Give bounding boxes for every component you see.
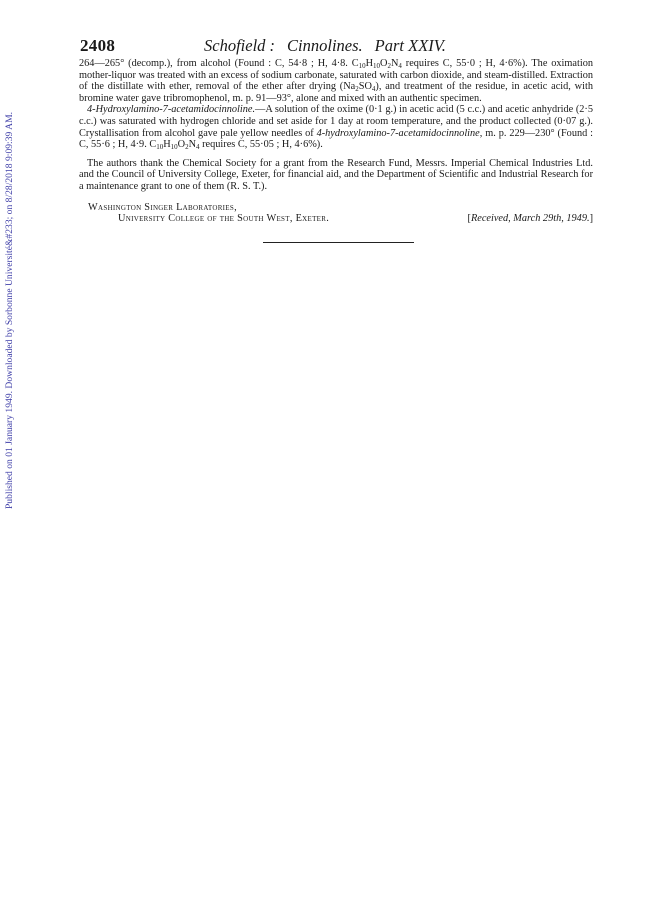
text-run: 264—265° (decomp.), from alcohol (Found : C, 54·8 ; H, 4·8. C <box>79 58 359 69</box>
running-title-author: Schofield : <box>204 36 276 55</box>
text-run: H <box>163 139 171 151</box>
affiliation-row <box>79 213 593 225</box>
running-title <box>204 36 446 56</box>
journal-page <box>79 36 593 243</box>
text-run: m. p. 229—230° (Found : C, 55·6 ; H, 4·9. C <box>79 127 594 151</box>
received-text: Received, March 29th, 1949. <box>470 213 590 225</box>
acknowledgements: The authors thank the Chemical Society for a grant from the Research Fund, Messrs. Imperial Chemical Industries Ltd. and the Council of University College, Exeter, for financial aid, and the Department of Scientific and Industrial Research for a maintenance grant to one of them (R. S. T.). <box>79 157 593 192</box>
text-run: O <box>177 139 186 151</box>
running-title-part: Part XXIV. <box>374 36 446 55</box>
subscript: 2 <box>185 143 189 152</box>
text-run: O <box>380 58 388 69</box>
text-run: N <box>188 139 197 151</box>
subscript: 4 <box>371 85 376 94</box>
section-heading: 4-Hydroxylamino-7-acetamidocinnoline. <box>87 104 256 116</box>
running-title-series: Cinnolines. <box>287 36 363 55</box>
subscript: 2 <box>355 85 359 94</box>
subscript: 10 <box>373 62 381 70</box>
text-run: ), and treatment of the residue, in acetic acid, with bromine water gave tribromophenol, m. p. 91—93°, alone and mixed with an authentic specimen. <box>79 81 593 104</box>
text-run: requires C, 55·0 ; H, 4·6%). The oximation mother-liquor was treated with an excess of sodium carbonate, saturated with carbon dioxide, and steam-distilled. Extraction of the distillate with ether, removal of the ether after drying (Na <box>79 58 593 93</box>
download-notice-text: Published on 01 January 1949. Downloaded by Sorbonne Université&#233; on 8/28/2018 9:09:39 AM. <box>4 111 16 509</box>
received-date <box>468 213 593 225</box>
subscript: 4 <box>196 143 200 152</box>
affiliation-lab: Washington Singer Laboratories, <box>88 201 237 213</box>
page-header <box>79 36 593 58</box>
end-rule <box>263 242 414 243</box>
paragraph-continued <box>79 58 593 104</box>
subscript: 10 <box>156 143 164 152</box>
text-run: N <box>390 58 399 69</box>
subscript: 10 <box>358 62 366 70</box>
affiliation <box>79 202 593 225</box>
text-run: H <box>365 58 374 69</box>
subscript: 2 <box>387 62 391 70</box>
subscript: 10 <box>170 143 178 152</box>
bracket-open: [ <box>467 213 471 225</box>
text-run: requires C, 55·05 ; H, 4·6%). <box>199 139 323 151</box>
page-number: 2408 <box>80 36 116 55</box>
compound-name: 4-hydroxylamino-7-acetamidocinnoline, <box>316 127 483 139</box>
bracket-close: ] <box>589 213 593 225</box>
affiliation-college: University College of the South West, Exeter. <box>118 213 330 225</box>
download-notice <box>0 0 20 620</box>
text-run: SO <box>358 81 372 93</box>
text-run: —A solution of the oxime (0·1 g.) in acetic acid (5 c.c.) and acetic anhydride (2·5 c.c.) was saturated with hydrogen chloride and set aside for 1 day at room temperature, and the product collected (0·07 g.). Crystallisation from alcohol gave pale yellow needles of <box>79 104 593 139</box>
subscript: 4 <box>398 62 402 70</box>
paragraph-hydroxylamino <box>79 104 593 150</box>
article-body <box>79 58 593 193</box>
